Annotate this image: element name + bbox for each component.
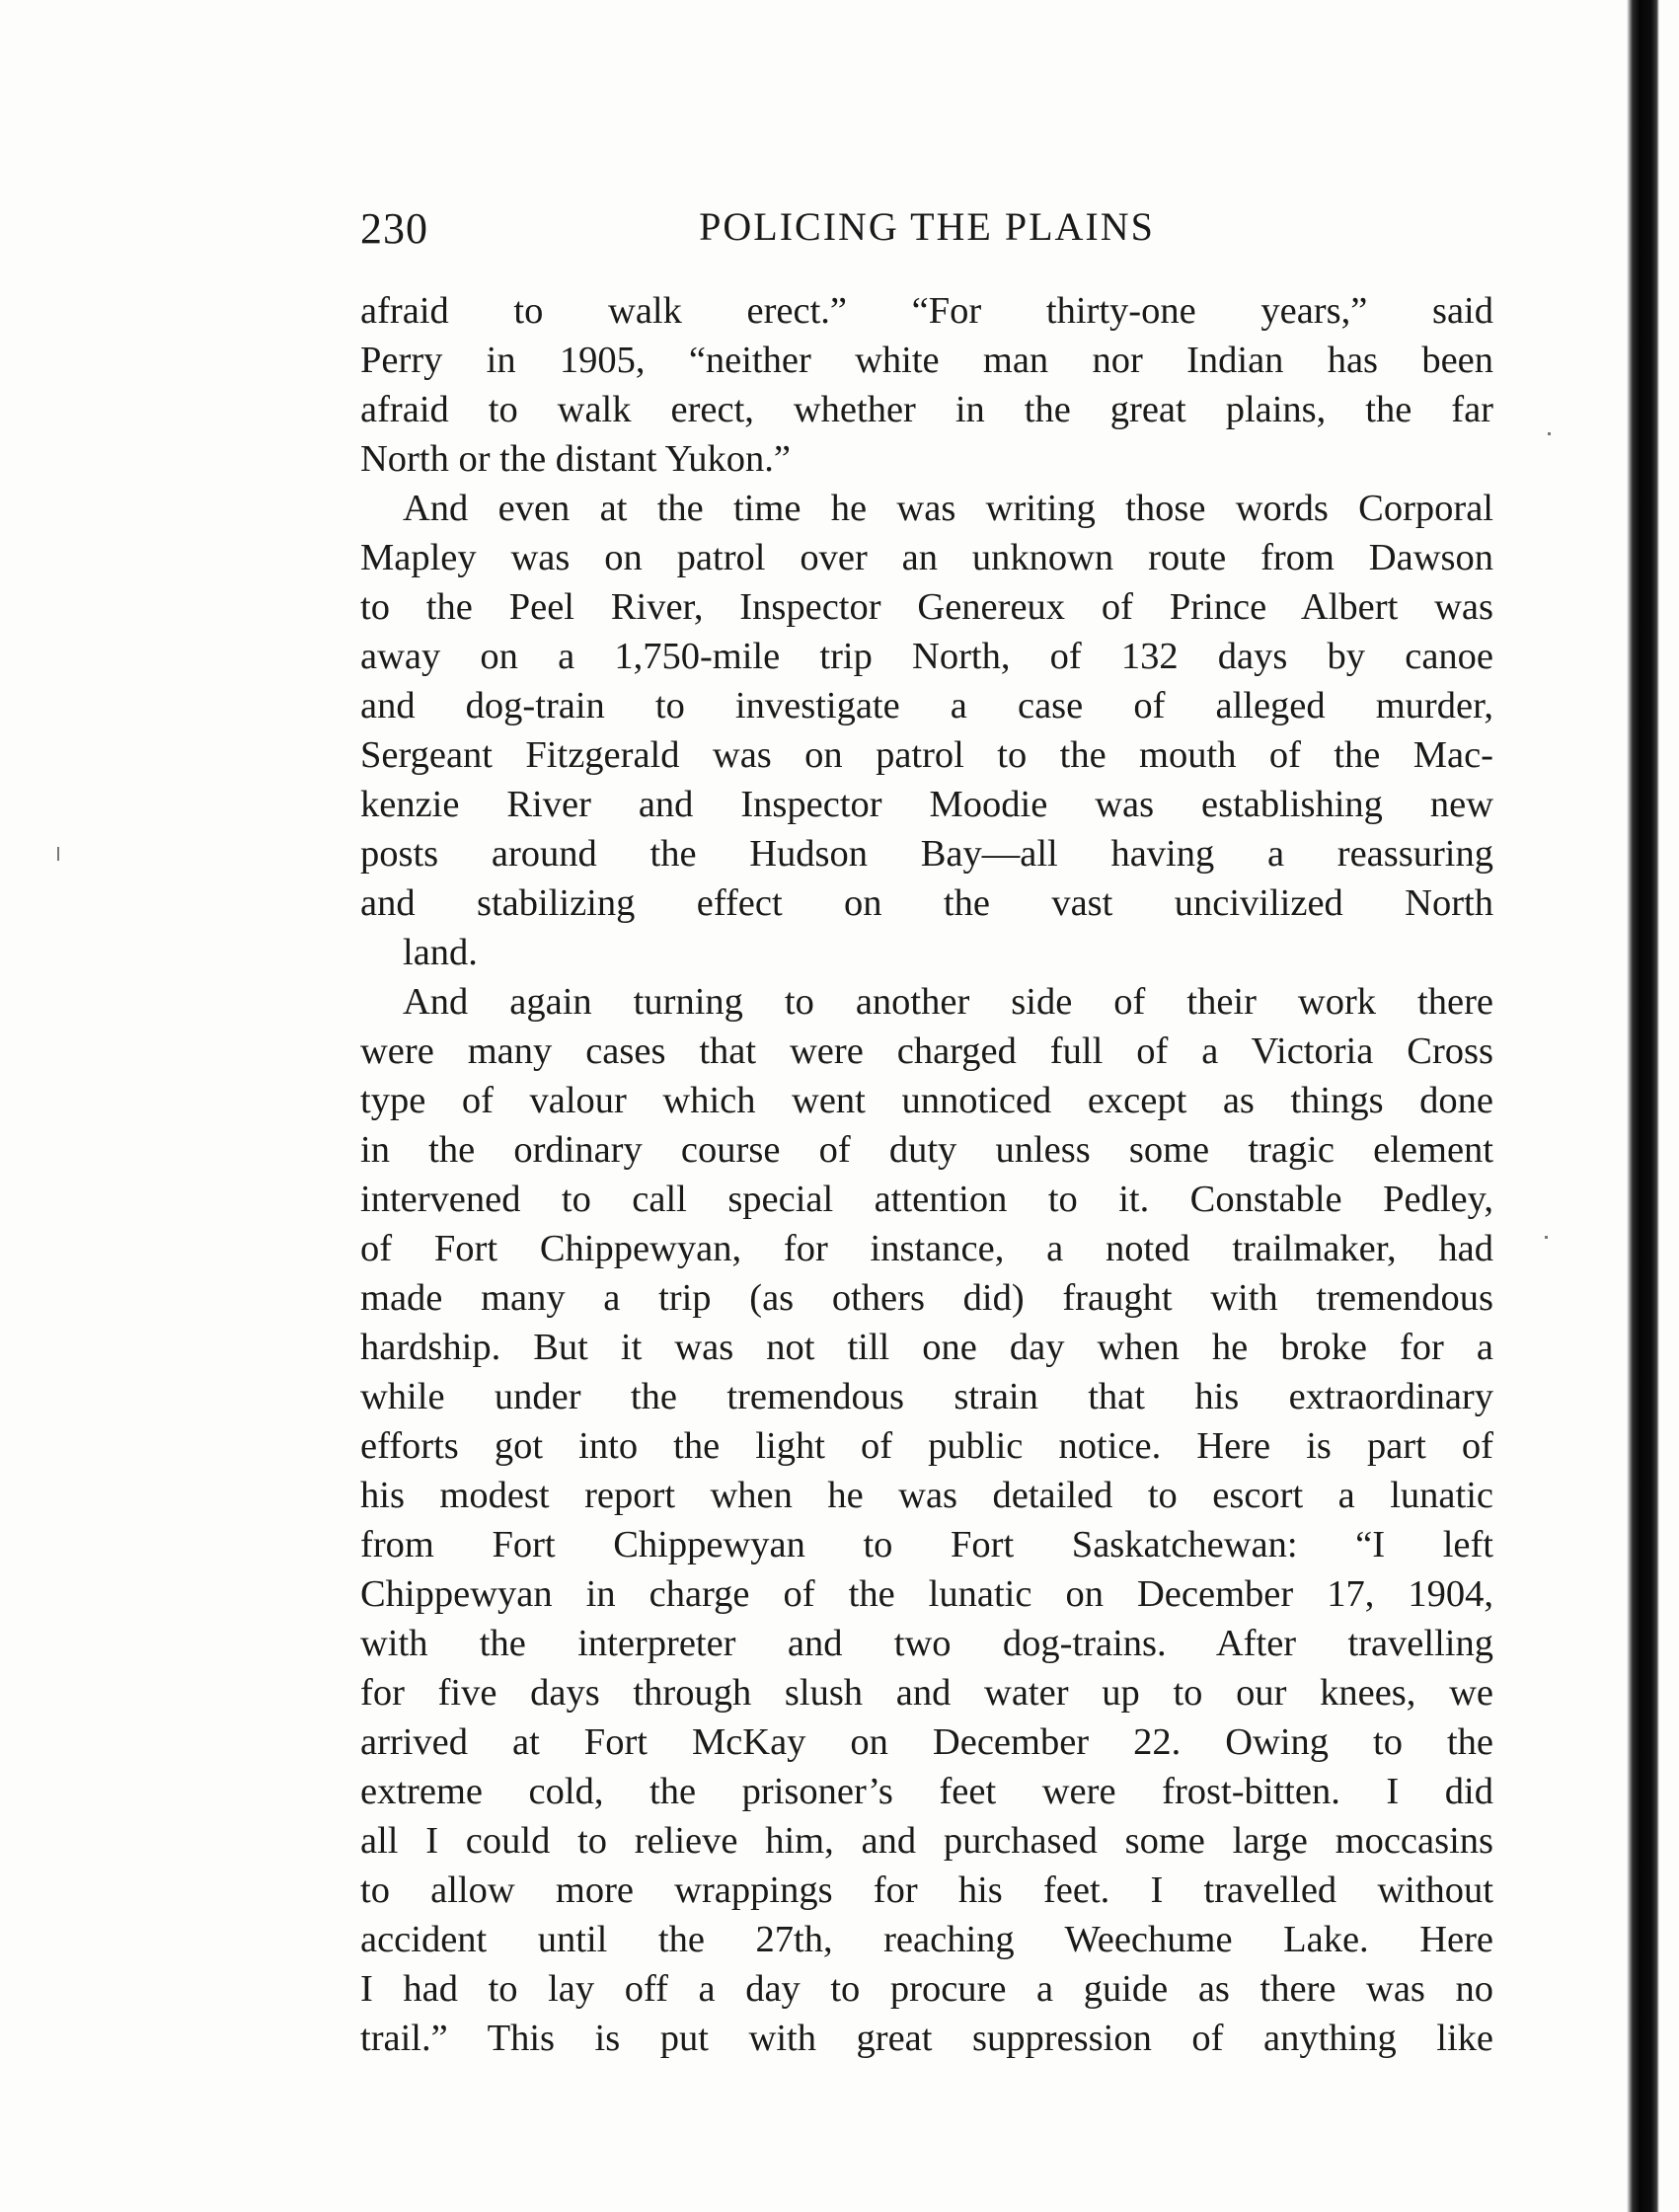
text-line: for five days through slush and water up to our knees, we [360, 1672, 1493, 1714]
text-line: Perry in 1905, “neither white man nor Indian has been [360, 340, 1493, 381]
scan-speck [1548, 432, 1551, 435]
book-binding-edge [1627, 0, 1659, 2212]
body-text [360, 286, 1493, 2063]
text-line: hardship. But it was not till one day when he broke for a [360, 1327, 1493, 1368]
text-line: efforts got into the light of public notice. Here is part of [360, 1425, 1493, 1467]
text-line-last: North or the distant Yukon.” [360, 438, 791, 480]
running-title: POLICING THE PLAINS [699, 204, 1155, 249]
text-line: made many a trip (as others did) fraught with tremendous [360, 1277, 1493, 1319]
text-line: arrived at Fort McKay on December 22. Owing to the [360, 1721, 1493, 1763]
scan-speck [57, 847, 59, 861]
text-line: and dog-train to investigate a case of alleged murder, [360, 685, 1493, 726]
text-line: from Fort Chippewyan to Fort Saskatchewan: “I left [360, 1524, 1493, 1565]
text-line: to allow more wrappings for his feet. I travelled without [360, 1869, 1493, 1911]
scan-speck [1545, 1236, 1548, 1239]
text-line: And even at the time he was writing those words Corporal [403, 488, 1493, 529]
text-line: I had to lay off a day to procure a guide as there was no [360, 1968, 1493, 2010]
text-line: while under the tremendous strain that his extraordinary [360, 1376, 1493, 1417]
paragraph-2 [360, 484, 1493, 977]
paragraph-1 [360, 286, 1493, 484]
page-number: 230 [360, 204, 428, 253]
text-line: in the ordinary course of duty unless some tragic element [360, 1129, 1493, 1171]
text-line: trail.” This is put with great suppression of anything like [360, 2018, 1493, 2059]
text-line: afraid to walk erect.” “For thirty-one years,” said [360, 290, 1493, 332]
text-line: extreme cold, the prisoner’s feet were frost-bitten. I did [360, 1771, 1493, 1812]
text-line: and stabilizing effect on the vast uncivilized North [360, 882, 1493, 924]
paragraph-3 [360, 977, 1493, 2063]
text-line: were many cases that were charged full of a Victoria Cross [360, 1030, 1493, 1072]
text-line: Chippewyan in charge of the lunatic on December 17, 1904, [360, 1573, 1493, 1615]
text-line: posts around the Hudson Bay—all having a reassuring [360, 833, 1493, 875]
text-line: afraid to walk erect, whether in the great plains, the far [360, 389, 1493, 430]
text-line: kenzie River and Inspector Moodie was establishing new [360, 784, 1493, 825]
text-line: of Fort Chippewyan, for instance, a noted trailmaker, had [360, 1228, 1493, 1269]
text-line: to the Peel River, Inspector Genereux of Prince Albert was [360, 586, 1493, 628]
text-line: accident until the 27th, reaching Weechume Lake. Here [360, 1919, 1493, 1960]
text-line: his modest report when he was detailed to escort a lunatic [360, 1475, 1493, 1516]
text-line: type of valour which went unnoticed except as things done [360, 1080, 1493, 1121]
text-line-last: land. [403, 932, 478, 973]
text-line: And again turning to another side of their work there [403, 981, 1493, 1023]
text-line: Sergeant Fitzgerald was on patrol to the mouth of the Mac- [360, 734, 1493, 776]
text-line: intervened to call special attention to it. Constable Pedley, [360, 1179, 1493, 1220]
text-line: Mapley was on patrol over an unknown route from Dawson [360, 537, 1493, 578]
text-line: with the interpreter and two dog-trains. After travelling [360, 1623, 1493, 1664]
running-head [360, 203, 1493, 263]
text-line: all I could to relieve him, and purchased some large moccasins [360, 1820, 1493, 1862]
text-line: away on a 1,750-mile trip North, of 132 days by canoe [360, 636, 1493, 677]
